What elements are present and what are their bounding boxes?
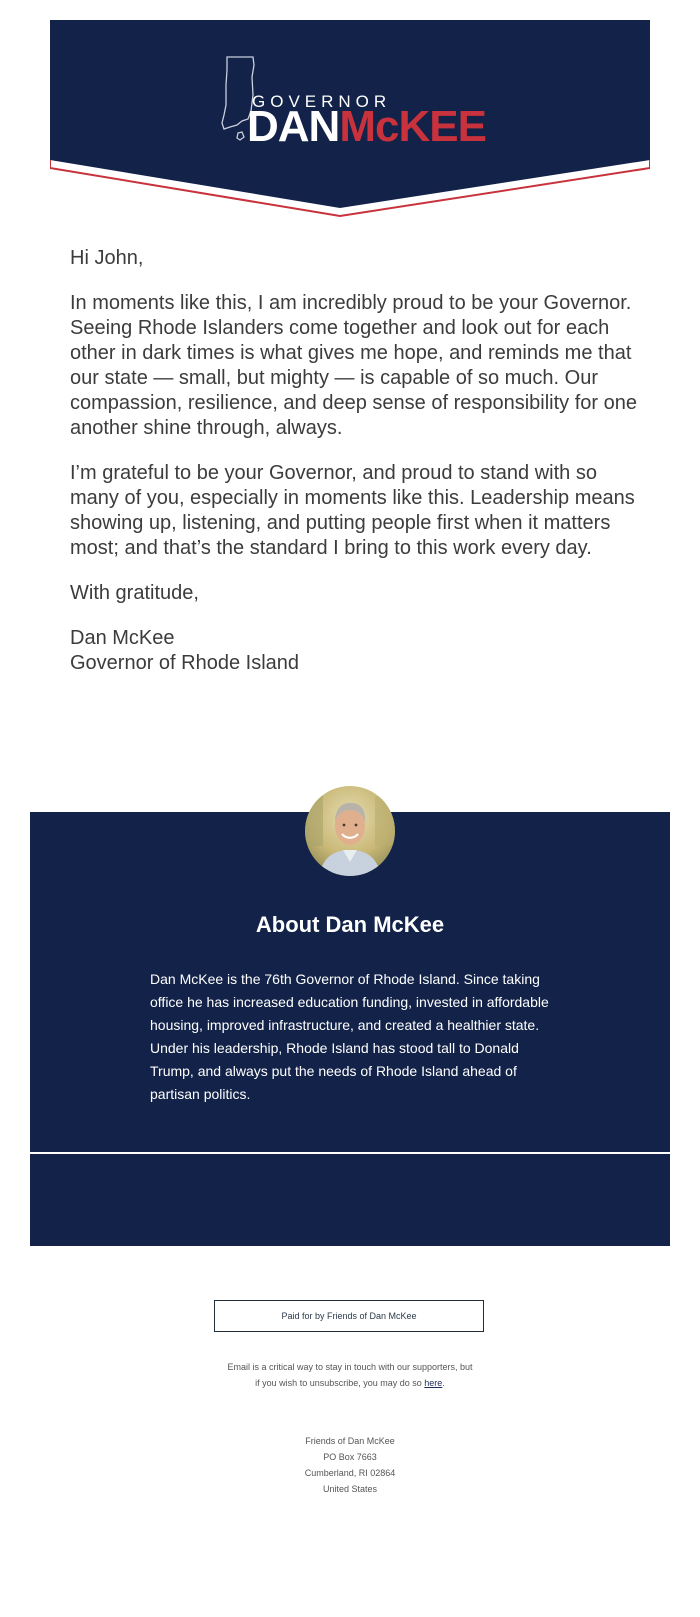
signature-title: Governor of Rhode Island <box>70 652 300 674</box>
logo-last-name: McKEE <box>339 102 486 151</box>
unsubscribe-end: . <box>442 1378 445 1388</box>
portrait-image <box>305 786 395 876</box>
logo-name-text <box>247 102 486 151</box>
logo-governor-text: GOVERNOR <box>252 92 392 111</box>
logo-first-name: DAN <box>247 102 340 151</box>
letter-body <box>70 246 640 676</box>
about-text: Dan McKee is the 76th Governor of Rhode Island. Since taking office he has increased education funding, invested in affordable housing, improved infrastructure, and created a healthier state. Under his leadership, Rhode Island has stood tall to Donald Trump, and always put the needs of Rhode Island ahead of partisan politics. <box>150 971 549 1102</box>
address-org: Friends of Dan McKee <box>305 1436 395 1446</box>
mailing-address <box>0 1433 700 1497</box>
about-title: About Dan McKee <box>255 912 445 937</box>
unsubscribe-text: Email is a critical way to stay in touch with our supporters, but if you wish to unsubscribe, you may do so <box>227 1362 473 1388</box>
letter-paragraph-2: I’m grateful to be your Governor, and proud to stand with so many of you, especially in moments like this. Leadership means showing up, listening, and putting people first when it matters most; and that’s the standard I bring to this work every day. <box>70 462 635 559</box>
letter-greeting: Hi John, <box>70 247 144 269</box>
header-banner <box>50 20 650 220</box>
unsubscribe-notice <box>225 1359 475 1391</box>
logo <box>220 55 486 155</box>
letter-paragraph-1: In moments like this, I am incredibly proud to be your Governor. Seeing Rhode Islanders come together and look out for each other in dark times is what gives me hope, and reminds me that our state — small, but mighty — is capable of so much. Our compassion, resilience, and deep sense of responsibility for one another shine through, always. <box>70 292 637 439</box>
address-city: Cumberland, RI 02864 <box>304 1468 396 1478</box>
address-po-box: PO Box 7663 <box>323 1452 377 1462</box>
avatar <box>305 786 395 876</box>
paid-for-text: Paid for by Friends of Dan McKee <box>281 1311 417 1321</box>
letter-closing: With gratitude, <box>70 582 199 604</box>
paid-for-disclaimer <box>214 1300 484 1332</box>
address-country: United States <box>322 1484 378 1494</box>
signature-name: Dan McKee <box>70 627 175 649</box>
unsubscribe-link[interactable]: here <box>424 1378 443 1388</box>
about-divider <box>30 1152 670 1154</box>
